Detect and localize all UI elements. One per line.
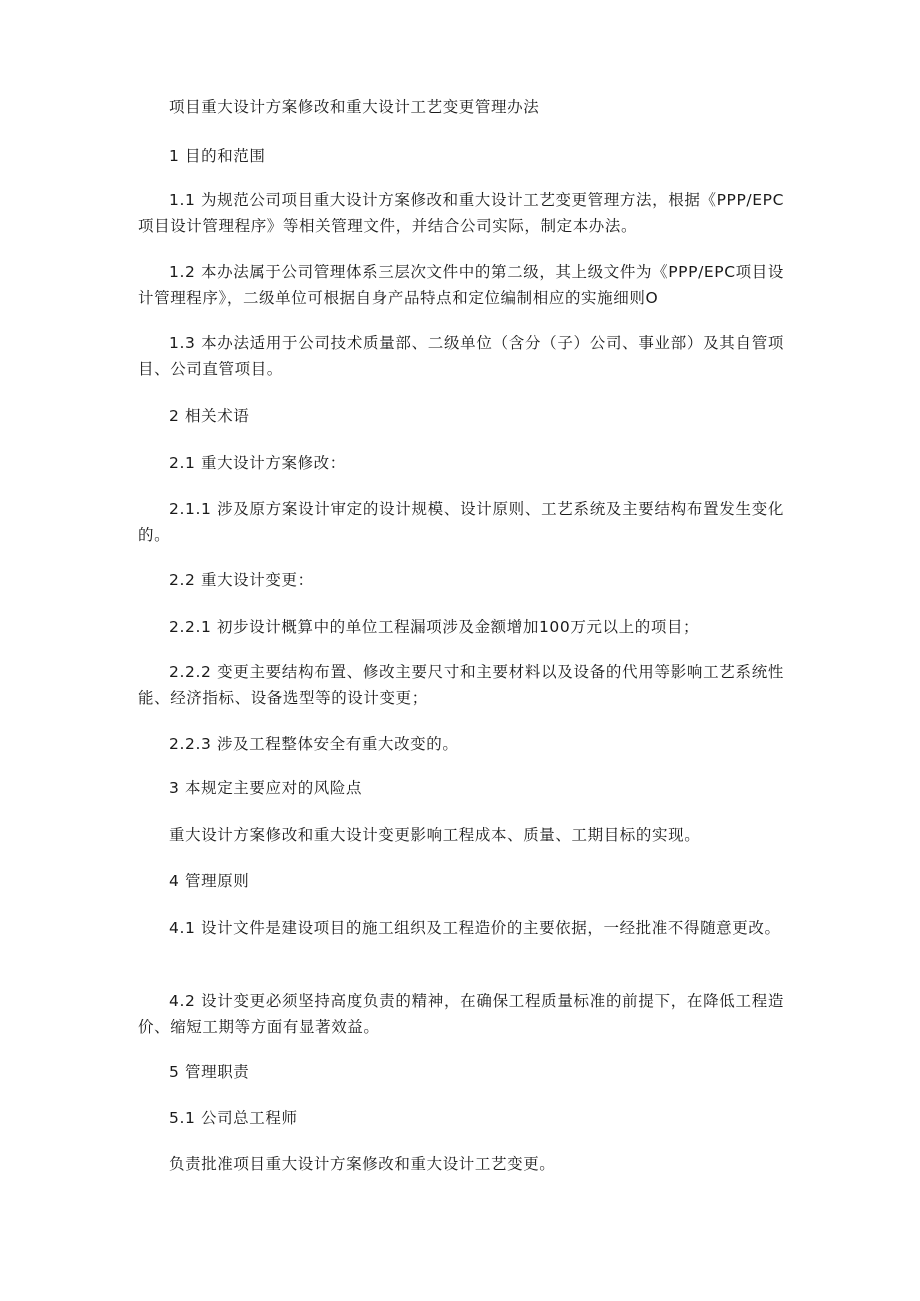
section-heading-4: 4 管理原则: [169, 872, 250, 890]
section-heading-1: 1 目的和范围: [169, 147, 266, 165]
paragraph-3: 重大设计方案修改和重大设计变更影响工程成本、质量、工期目标的实现。: [169, 826, 701, 844]
paragraph-2-2-2: 2.2.2 变更主要结构布置、修改主要尺寸和主要材料以及设备的代用等影响工艺系统性能、经济指标、设备选型等的设计变更；: [138, 663, 784, 707]
paragraph-1-3: 1.3 本办法适用于公司技术质量部、二级单位（含分（子）公司、事业部）及其自管项目、公司直管项目。: [138, 334, 784, 378]
paragraph-1-1: 1.1 为规范公司项目重大设计方案修改和重大设计工艺变更管理方法，根据《PPP/EPC项目设计管理程序》等相关管理文件，并结合公司实际，制定本办法。: [138, 191, 784, 235]
paragraph-2-1-1: 2.1.1 涉及原方案设计审定的设计规模、设计原则、工艺系统及主要结构布置发生变化的。: [138, 500, 784, 544]
paragraph-4-2: 4.2 设计变更必须坚持高度负责的精神，在确保工程质量标准的前提下，在降低工程造价、缩短工期等方面有显著效益。: [138, 992, 784, 1036]
paragraph-5-1-text: 负责批准项目重大设计方案修改和重大设计工艺变更。: [169, 1155, 556, 1173]
section-heading-3: 3 本规定主要应对的风险点: [169, 779, 363, 797]
paragraph-4-1: 4.1 设计文件是建设项目的施工组织及工程造价的主要依据，一经批准不得随意更改。: [169, 919, 781, 937]
section-heading-5: 5 管理职责: [169, 1063, 250, 1081]
document-title: 项目重大设计方案修改和重大设计工艺变更管理办法: [169, 98, 540, 116]
paragraph-2-2-1: 2.2.1 初步设计概算中的单位工程漏项涉及金额增加100万元以上的项目；: [169, 618, 700, 636]
paragraph-2-2: 2.2 重大设计变更：: [169, 571, 314, 589]
paragraph-5-1: 5.1 公司总工程师: [169, 1109, 298, 1127]
section-heading-2: 2 相关术语: [169, 407, 250, 425]
paragraph-1-2: 1.2 本办法属于公司管理体系三层次文件中的第二级，其上级文件为《PPP/EPC项目设计管理程序》，二级单位可根据自身产品特点和定位编制相应的实施细则O: [138, 263, 784, 307]
paragraph-2-1: 2.1 重大设计方案修改：: [169, 454, 346, 472]
paragraph-2-2-3: 2.2.3 涉及工程整体安全有重大改变的。: [169, 735, 459, 753]
